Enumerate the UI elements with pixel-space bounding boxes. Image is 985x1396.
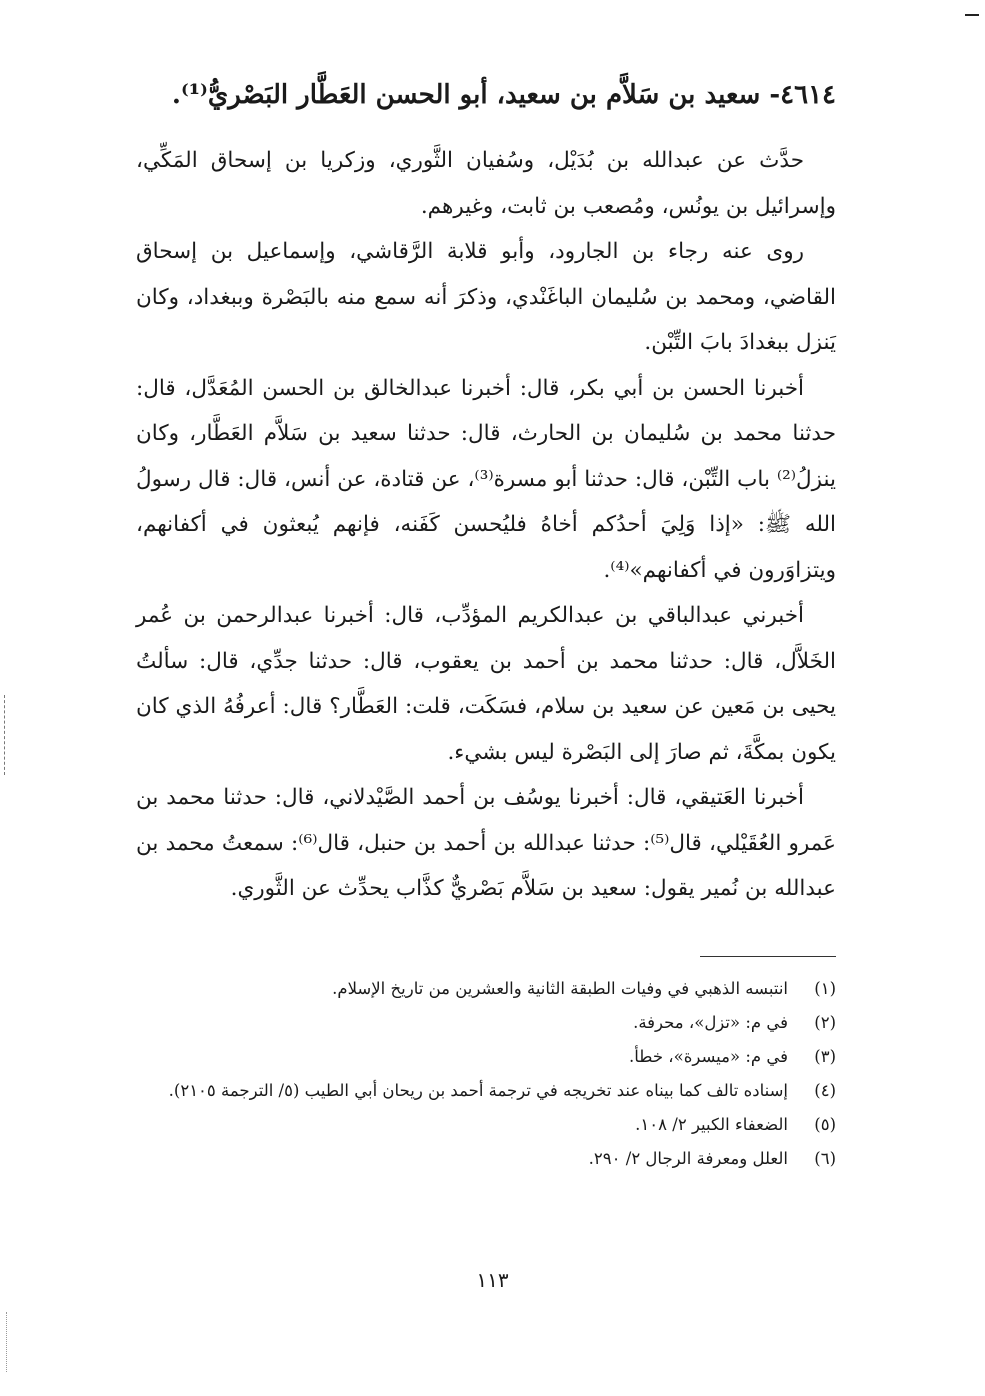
footnote-number: (٣) [814,1047,836,1066]
footnote-item [136,1040,836,1074]
body-paragraph: حدَّث عن عبدالله بن بُدَيْل، وسُفيان الثَّوري، وزكريا بن إسحاق المَكِّي، وإسرائيل بن يونُس، ومُصعب بن ثابت، وغيرهم. [136,148,836,219]
page-number: ١١٣ [476,1268,509,1292]
footnote-item [136,1074,836,1108]
entry-heading: ٤٦١٤- سعيد بن سَلاَّم بن سعيد، أبو الحسن العَطَّار البَصْريُّ⁽¹⁾. [171,80,836,110]
footnote-number: (٢) [814,1013,836,1032]
footnote-number: (٦) [814,1149,836,1168]
footnotes [136,972,836,1176]
footnote-item [136,972,836,1006]
scan-edge-mark [6,1312,8,1372]
body-paragraph: أخبرنا الحسن بن أبي بكر، قال: أخبرنا عبدالخالق بن الحسن المُعَدَّل، قال: حدثنا محمد بن سُليمان بن الحارث، قال: حدثنا سعيد بن سَلاَّم العَطَّار، وكان ينزلُ⁽²⁾ باب التِّبْن، قال: حدثنا أبو مسرة⁽³⁾، عن قتادة، عن أنس، قال: قال رسولُ الله ﷺ: «إذا وَلِيَ أحدُكم أخاهُ فليُحسن كَفَنه، فإنهم يُبعثون في أكفانهم، ويتزاوَرون في أكفانهم»⁽⁴⁾. [136,375,836,583]
scan-edge-mark [4,695,6,775]
footnote-text: انتبسه الذهبي في وفيات الطبقة الثانية والعشرين من تاريخ الإسلام. [332,979,788,998]
footnote-number: (٥) [814,1115,836,1134]
body-paragraph: روى عنه رجاء بن الجارود، وأبو قلابة الرَّقاشي، وإسماعيل بن إسحاق القاضي، ومحمد بن سُليمان الباغَنْدي، وذكرَ أنه سمع منه بالبَصْرة وببغداد، وكان يَنزل ببغدادَ بابَ التِّبْن. [136,239,836,355]
footnote-text: العلل ومعرفة الرجال ٢/ ٢٩٠. [588,1149,788,1168]
footnote-number: (٤) [814,1081,836,1100]
footnote-text: الضعفاء الكبير ٢/ ١٠٨. [635,1115,788,1134]
footnote-separator [700,956,836,957]
footnote-text: إسناده تالف كما بيناه عند تخريجه في ترجمة أحمد بن ريحان أبي الطيب (٥/ الترجمة ٢١٠٥). [168,1081,788,1100]
footnote-number: (١) [814,979,836,998]
footnote-text: في م: «ميسرة»، خطأ. [629,1047,788,1066]
footnote-item [136,1006,836,1040]
entry-body [136,138,836,912]
footnote-text: في م: «تزل»، محرفة. [633,1013,788,1032]
body-paragraph: أخبرني عبدالباقي بن عبدالكريم المؤدِّب، قال: أخبرنا عبدالرحمن بن عُمر الخَلاَّل، قال: حدثنا محمد بن أحمد بن يعقوب، قال: حدثنا جدِّي، قال: سألتُ يحيى بن مَعين عن سعيد بن سلام، فسَكَت، قلت: العَطَّار؟ قال: أعرفُهُ الذي كان يكون بمكَّةَ، ثم صارَ إلى البَصْرة ليس بشيء. [136,603,836,765]
footnote-item [136,1108,836,1142]
footnote-item [136,1142,836,1176]
scan-edge-mark [965,14,979,16]
body-paragraph: أخبرنا العَتيقي، قال: أخبرنا يوسُف بن أحمد الصَّيْدلاني، قال: حدثنا محمد بن عَمرو العُقَيْلي، قال⁽⁵⁾: حدثنا عبدالله بن أحمد بن حنبل، قال⁽⁶⁾: سمعتُ محمد بن عبدالله بن نُمير يقول: سعيد بن سَلاَّم بَصْريٌّ كذَّاب يحدِّث عن الثَّوري. [136,785,837,901]
